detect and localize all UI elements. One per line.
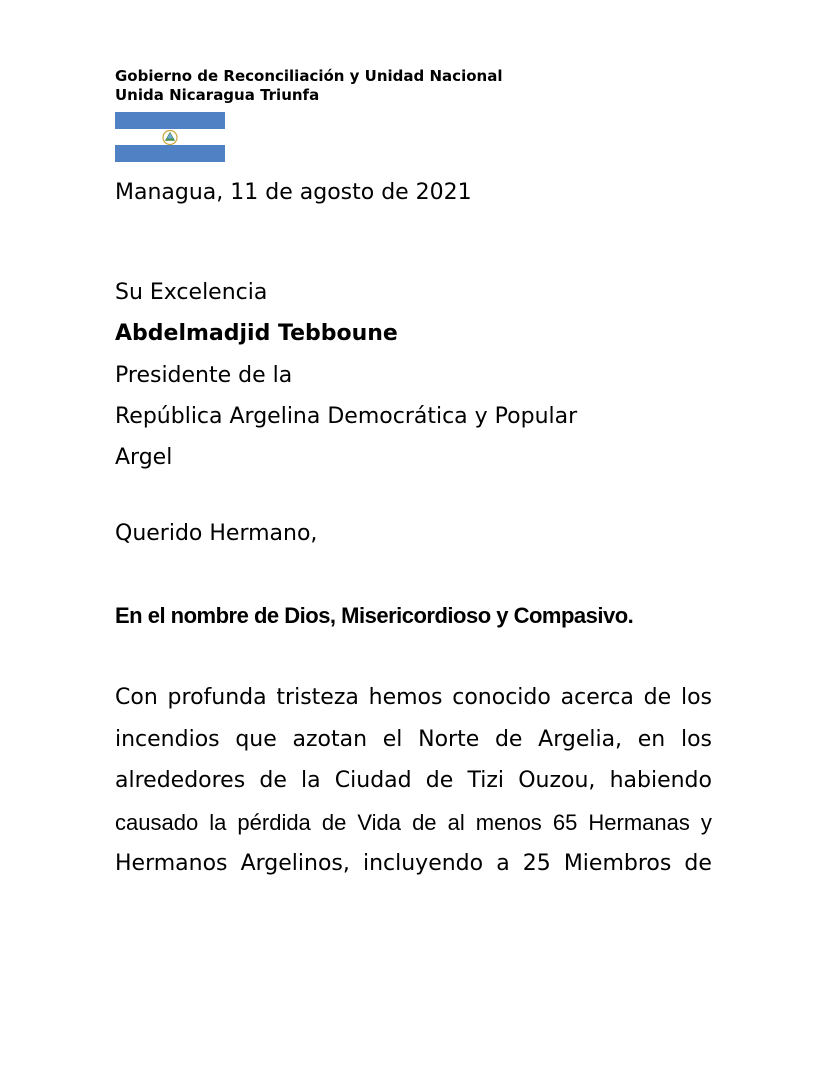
body-word: Con (115, 685, 158, 710)
body-word: Tizi (467, 768, 505, 793)
body-word: que (235, 726, 277, 752)
body-word: de (321, 809, 347, 835)
body-word: 25 (522, 851, 551, 876)
body-word: alrededores (115, 768, 246, 793)
body-word: de (412, 809, 437, 835)
body-line (115, 767, 712, 809)
body-word: profunda (167, 685, 267, 710)
body-word: habiendo (609, 768, 712, 793)
body-word: al (447, 809, 465, 835)
recipient-city: Argel (115, 445, 173, 471)
body-word: Ciudad (334, 768, 412, 793)
body-word: menos (475, 809, 542, 835)
body-word: de (425, 768, 454, 793)
body-word: Norte (418, 726, 480, 752)
body-line (115, 850, 712, 892)
body-word: causado (115, 809, 199, 835)
body-word: Argelia, (538, 726, 623, 752)
body-line (115, 684, 712, 726)
flag-bottom-stripe (115, 145, 225, 162)
body-word: en (637, 726, 666, 752)
body-word: Argelinos, (240, 851, 350, 876)
body-word: de (684, 851, 712, 876)
body-word: tristeza (276, 685, 359, 710)
body-word: hemos (368, 685, 443, 710)
body-word: los (680, 685, 712, 710)
body-word: de (643, 685, 672, 710)
body-word: incluyendo (362, 851, 484, 876)
invocation: En el nombre de Dios, Misericordioso y Compasivo. (115, 603, 634, 628)
body-word: Hermanos (115, 851, 228, 876)
letter-date: Managua, 11 de agosto de 2021 (115, 180, 472, 205)
letterhead-slogan: Unida Nicaragua Triunfa (115, 86, 320, 104)
body-word: los (680, 726, 712, 752)
flag-middle-stripe (115, 129, 225, 146)
body-word: de (259, 768, 287, 793)
salutation: Querido Hermano, (115, 521, 318, 546)
letterhead (115, 67, 502, 105)
body-word: acerca (560, 685, 634, 710)
body-word: la (301, 768, 321, 793)
body-word: azotan (292, 726, 368, 752)
body-line (115, 726, 712, 768)
recipient-position: Presidente de la (115, 362, 293, 388)
body-word: la (209, 809, 227, 835)
body-word: el (382, 726, 403, 752)
body-line (115, 809, 712, 851)
body-word: Vida (357, 809, 402, 835)
body-word: Miembros (563, 851, 672, 876)
body-word: pérdida (237, 809, 311, 835)
nicaragua-coat-of-arms-icon (160, 129, 180, 146)
body-word: 65 (552, 809, 578, 835)
body-word: conocido (452, 685, 551, 710)
recipient-country: República Argelina Democrática y Popular (115, 403, 578, 429)
body-word: a (496, 851, 510, 876)
nicaragua-flag (115, 112, 225, 162)
body-word: de (494, 726, 523, 752)
body-paragraph (115, 684, 712, 892)
body-word: incendios (115, 726, 220, 752)
letterhead-government: Gobierno de Reconciliación y Unidad Nacional (115, 67, 503, 85)
body-word: Hermanas (588, 809, 690, 835)
recipient-title: Su Excelencia (115, 280, 268, 305)
recipient-block (115, 272, 577, 478)
flag-top-stripe (115, 112, 225, 129)
body-word: y (700, 809, 712, 835)
recipient-name: Abdelmadjid Tebboune (115, 321, 398, 347)
body-word: Ouzou, (518, 768, 596, 793)
